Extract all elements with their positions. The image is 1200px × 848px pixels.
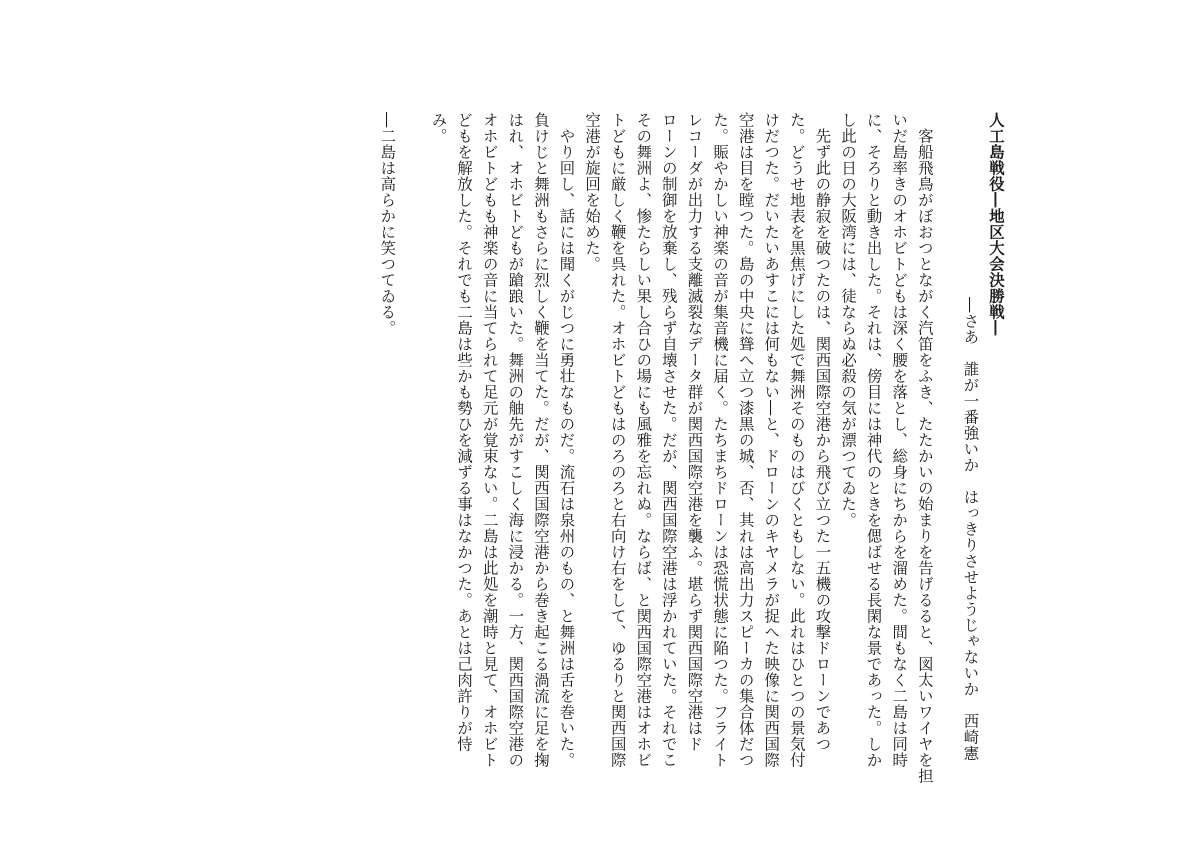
spacer <box>937 112 957 752</box>
body-line: レコーダが出力する支離滅裂なデータ群が関西国際空港を襲ふ。堪らず関西国際空港はド <box>685 112 704 752</box>
body-line: 客船飛鳥がぼおつとながく汽笛をふき、たたかいの始まりを告げるると、図太いワイヤを担 <box>915 112 934 784</box>
body-line: 空港は目を瞠つた。島の中央に聳へ立つ漆黒の城、否、其れは高出力スピーカの集合体だつ <box>736 112 755 768</box>
vertical-text-block <box>374 112 1008 784</box>
body-line-blank <box>399 112 425 752</box>
closing-line: ―二島は高らかに笑つてゐる。 <box>378 112 397 336</box>
document-title: 人工島戦役―地区大会決勝戦― <box>987 112 1005 336</box>
document-subtitle-line <box>957 112 983 761</box>
body-line: けだつた。だいたいあすこには何もない―と、ドローンのキヤメラが捉へた映像に関西国際 <box>762 112 781 768</box>
body-line: やり回し、話には聞くがじつに勇壮なものだ。流石は泉州のもの、と舞洲は舌を巻いた。 <box>557 112 576 768</box>
body-line: 先ず此の静寂を破つたのは、関西国際空港から飛び立つた一五機の攻撃ドローンであつ <box>813 112 832 752</box>
body-line: いだ島率きのオホビトどもは深く腰を落とし、総身にちからを溜めた。間もなく二島は同時 <box>890 112 909 768</box>
body-line: ローンの制御を放棄し、残らず自壊させた。だが、関西国際空港は浮かれていた。それでこ <box>659 112 678 768</box>
document-subtitle: ―さあ 誰が一番強いか はっきりさせようじゃないか <box>961 297 980 697</box>
body-line: その舞洲よ、惨たらしい果し合ひの場にも風雅を忘れぬ。ならば、と関西国際空港はオホビ <box>634 112 653 768</box>
body-line: み。 <box>429 112 448 144</box>
body-line: 空港が旋回を始めた。 <box>583 112 602 272</box>
body-line: どもを解放した。それでも二島は些かも勢ひを減ずる事はなかつた。あとは己肉許りが恃 <box>455 112 474 752</box>
body-line: はれ、オホビトどもが蹌踉いた。舞洲の舳先がすこしく海に浸かる。一方、関西国際空港の <box>506 112 525 768</box>
body-line: 負けじと舞洲もさらに烈しく鞭を当てた。だが、関西国際空港から巻き起こる渦流に足を掬 <box>531 112 550 768</box>
body-line: に、そろりと動き出した。それは、傍目には神代のときを偲ばせる長閑な景であった。しか <box>864 112 883 768</box>
body-line: トどもに厳しく鞭を呉れた。オホビトどもはのろのろと右向け右をして、ゆるりと関西国際 <box>608 112 627 768</box>
body-line: し此の日の大阪湾には、徒ならぬ必殺の気が漂つてゐた。 <box>839 112 858 528</box>
document-author: 西崎憲 <box>961 713 980 761</box>
body-line: た。賑やかしい神楽の音が集音機に届く。たちまちドローンは恐慌状態に陥つた。フライト <box>711 112 730 768</box>
body-line: た。どうせ地表を黒焦げにした処で舞洲そのものはびくともしない。此れはひとつの景気付 <box>787 112 806 768</box>
body-line: オホビトどもも神楽の音に当てられて足元が覚束ない。二島は此処を潮時と見て、オホビト <box>480 112 499 768</box>
